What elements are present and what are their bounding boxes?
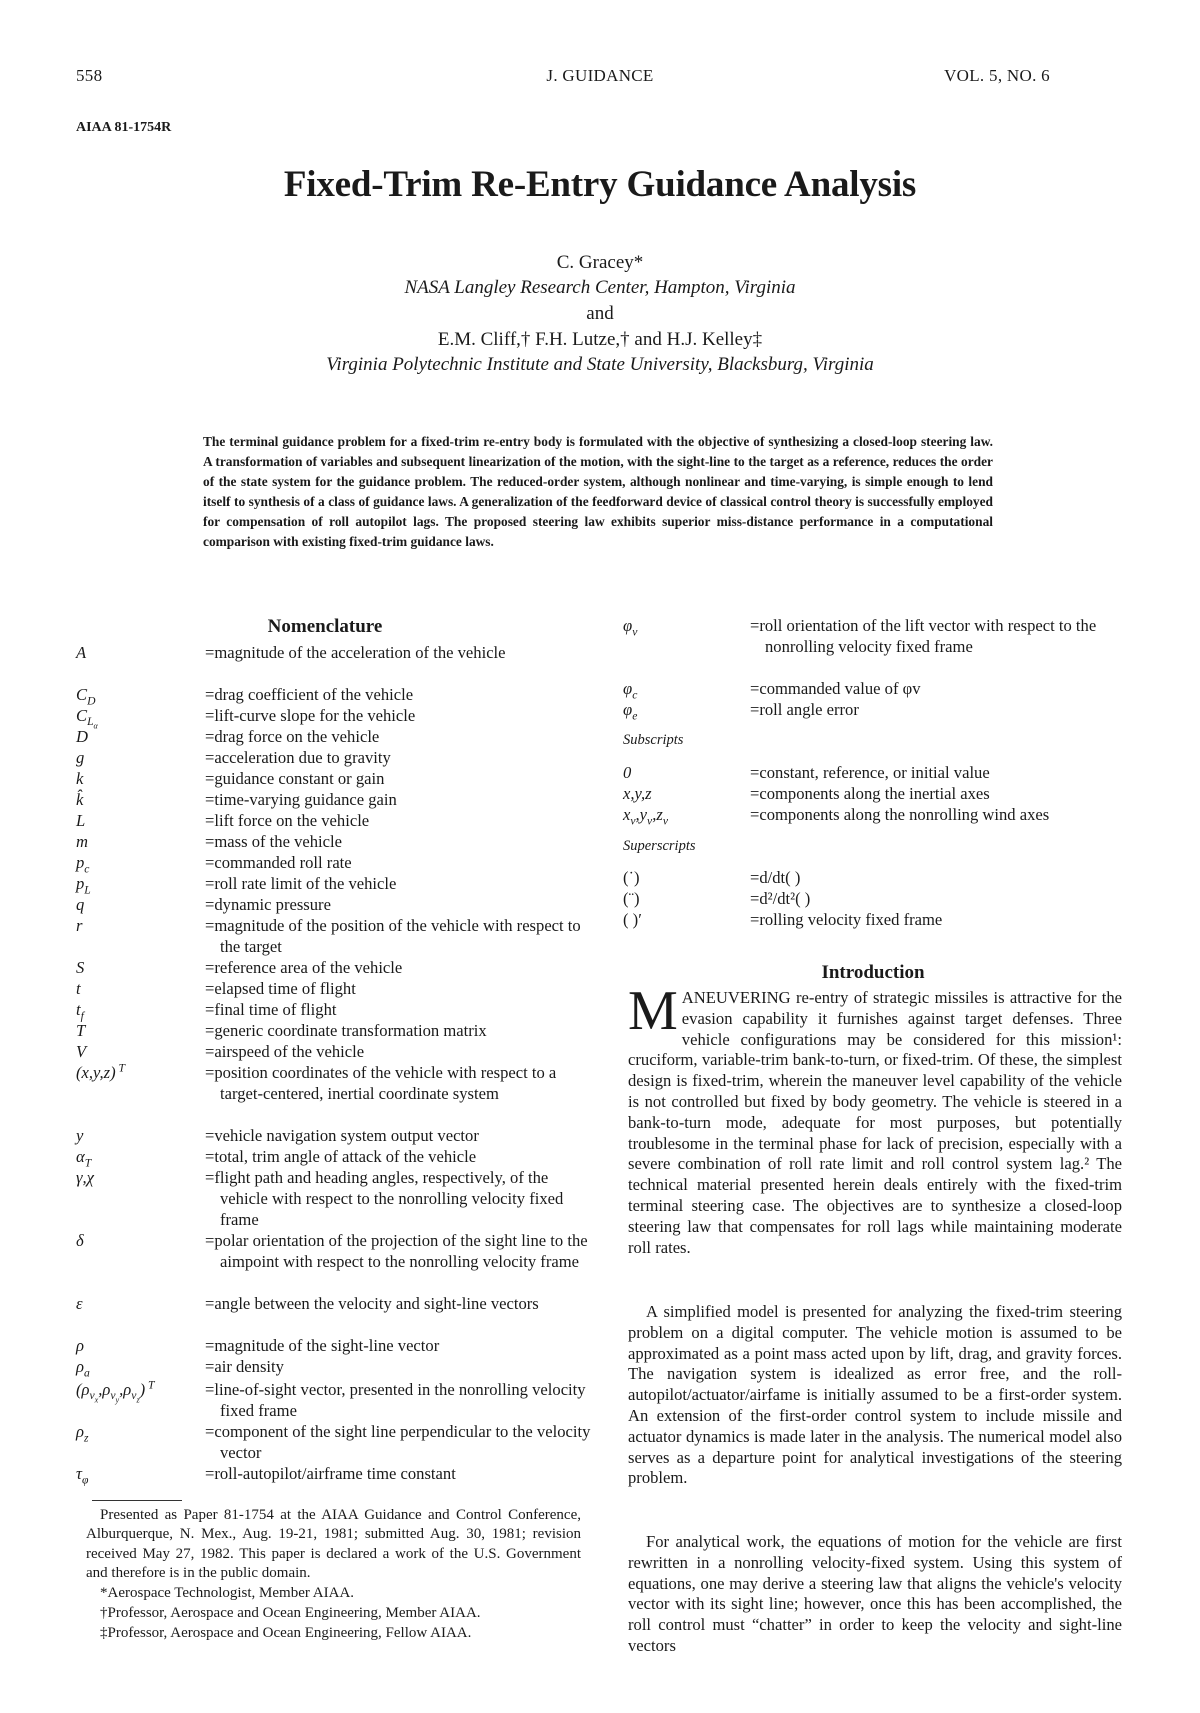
footnote-professor-member: †Professor, Aerospace and Ocean Engineering, Member AIAA. (100, 1605, 481, 1621)
symbol: (¨) (623, 889, 640, 908)
definition: =mass of the vehicle (205, 832, 342, 851)
intro-paragraph-1-text: ANEUVERING re-entry of strategic missiles is attractive for the evasion capability it furnishes against target defenses. Three vehicle configurations may be considered for this mission¹: cruciform, variable-trim bank-to-turn, or fixed-trim. Of these, the simplest design is fixed-trim, wherein the maneuver level capability of the vehicle is not controlled but fixed by body geometry. The vehicle is steered in a bank-to-turn mode, adequate for most purposes, but potentially troublesome in the terminal phase for lack of precision, especially with a severe combination of roll rate limit and roll control system lag.² The technical material presented herein deals entirely with the fixed-trim terminal steering case. The objectives are to synthesize a closed-loop steering law that compensates for roll lags while maintaining moderate roll rates. (628, 988, 1122, 1257)
definition: =angle between the velocity and sight-line vectors (205, 1294, 539, 1313)
symbol: ρ (76, 1336, 84, 1355)
definition: =constant, reference, or initial value (750, 763, 990, 782)
footnote-professor-fellow: ‡Professor, Aerospace and Ocean Engineering, Fellow AIAA. (100, 1625, 472, 1641)
footnote-aerospace-technologist: *Aerospace Technologist, Member AIAA. (100, 1585, 355, 1601)
symbol-rho-z: $\rho_z$ (76, 1422, 89, 1445)
definition: =rolling velocity fixed frame (750, 910, 943, 929)
introduction-heading: Introduction (821, 962, 925, 983)
definition: =line-of-sight vector, presented in the nonrolling velocity fixed frame (205, 1380, 586, 1420)
definition: =commanded value of φv (750, 679, 921, 698)
definition: =component of the sight line perpendicular to the velocity vector (205, 1422, 591, 1462)
definition: =elapsed time of flight (205, 979, 356, 998)
symbol: γ,χ (76, 1168, 94, 1187)
definition: =air density (205, 1357, 284, 1376)
definition: =components along the nonrolling wind axes (750, 805, 1050, 824)
symbol: ( )′ (623, 910, 642, 929)
symbol: S (76, 958, 85, 977)
definition: =flight path and heading angles, respectively, of the vehicle with respect to the nonrolling velocity fixed frame (205, 1168, 564, 1229)
definition: =lift force on the vehicle (205, 811, 370, 830)
definition: =commanded roll rate (205, 853, 352, 872)
definition: =magnitude of the acceleration of the vehicle (205, 643, 506, 662)
journal-name: J. GUIDANCE (546, 66, 654, 85)
symbol-a: A (76, 643, 87, 662)
footnote-presented: Presented as Paper 81-1754 at the AIAA Guidance and Control Conference, Alburquerque, N. Mex., Aug. 19-21, 1981; submitted Aug. 30, 1981; revision received May 27, 1982. This paper is declared a work of the U.S. Government and therefore is in the public domain. (86, 1507, 581, 1582)
definition: =generic coordinate transformation matrix (205, 1021, 487, 1040)
definition: =guidance constant or gain (205, 769, 385, 788)
definition: =dynamic pressure (205, 895, 331, 914)
definition: =magnitude of the sight-line vector (205, 1336, 440, 1355)
definition: =final time of flight (205, 1000, 337, 1019)
symbol-phi-v: $\varphi_v$ (623, 616, 638, 639)
drop-cap: M (628, 980, 678, 1042)
symbol-k-hat: k̂ (76, 790, 84, 809)
definition: =reference area of the vehicle (205, 958, 403, 977)
symbol: L (76, 811, 86, 830)
symbol: r (76, 916, 83, 935)
volume-info: VOL. 5, NO. 6 (944, 66, 1050, 85)
footnote-rule (92, 1500, 182, 1501)
definition: =roll-autopilot/airframe time constant (205, 1464, 456, 1483)
definition: =roll angle error (750, 700, 859, 719)
symbol: δ (76, 1231, 84, 1250)
definition: =acceleration due to gravity (205, 748, 391, 767)
symbol-rho-a: $\rho_a$ (76, 1357, 90, 1380)
paper-title: Fixed-Trim Re-Entry Guidance Analysis (283, 164, 917, 205)
definition: =time-varying guidance gain (205, 790, 397, 809)
symbol: 0 (623, 763, 632, 782)
definition: =airspeed of the vehicle (205, 1042, 365, 1061)
definition: =roll orientation of the lift vector with respect to the nonrolling velocity fixed frame (750, 616, 1097, 656)
intro-paragraph-2: A simplified model is presented for analyzing the fixed-trim steering problem on a digital computer. The vehicle motion is assumed to be approximated as a point mass acted upon by lift, drag, and gravity forces. The navigation system is idealized as error free, and the roll-autopilot/actuator/airfame is initially assumed to be a first-order system. An extension of the first-order control system to include missile and actuator dynamics is made later in the analysis. The numerical model also serves as a departure point for analytical investigations of the steering problem. (628, 1302, 1122, 1488)
symbol: (˙) (623, 868, 640, 887)
symbol: x,y,z (623, 784, 652, 803)
symbol-wind-axes: $x_v,y_v,z_v$ (623, 805, 668, 828)
definition: =total, trim angle of attack of the vehicle (205, 1147, 477, 1166)
intro-paragraph-1 (628, 980, 1122, 1258)
symbol-alpha-t: $\alpha_T$ (76, 1147, 92, 1170)
author-and: and (586, 303, 614, 324)
subscripts-heading: Subscripts (623, 732, 684, 748)
definition: =polar orientation of the projection of the sight line to the aimpoint with respect to the nonrolling velocity frame (205, 1231, 588, 1271)
affiliation-nasa: NASA Langley Research Center, Hampton, Virginia (404, 277, 796, 298)
symbol-tf: $t_f$ (76, 1000, 84, 1023)
affiliation-vpi: Virginia Polytechnic Institute and State University, Blacksburg, Virginia (326, 354, 874, 375)
symbol: g (76, 748, 85, 767)
definition: =drag force on the vehicle (205, 727, 380, 746)
definition: =vehicle navigation system output vector (205, 1126, 479, 1145)
intro-paragraph-3: For analytical work, the equations of motion for the vehicle are first rewritten in a nonrolling velocity-fixed system. Using this system of equations, one may derive a steering law that aligns the vehicle's velocity vector with its sight line; however, once this has been accomplished, the roll control must “chatter” in order to keep the velocity and sight-line vectors (628, 1532, 1122, 1655)
symbol: k (76, 769, 84, 788)
abstract: The terminal guidance problem for a fixed-trim re-entry body is formulated with the objective of synthesizing a closed-loop steering law. A transformation of variables and subsequent linearization of the motion, with the sight-line to the target as a reference, reduces the order of the state system for the guidance problem. The reduced-order system, although nonlinear and time-varying, is simple enough to lend itself to synthesis of a class of guidance laws. A generalization of the feedforward device of classical control theory is successfully employed for compensation of roll autopilot lags. The proposed steering law exhibits superior miss-distance performance in a computational comparison with existing fixed-trim guidance laws. (203, 434, 993, 549)
symbol: D (76, 727, 88, 746)
paper-id: AIAA 81-1754R (76, 120, 172, 135)
definition: =position coordinates of the vehicle with respect to a target-centered, inertial coordinate system (205, 1063, 557, 1103)
symbol-tau-phi: $\tau_\varphi$ (76, 1464, 89, 1487)
symbol: q (76, 895, 85, 914)
definition: =d²/dt²( ) (750, 889, 811, 908)
symbol-rho-vector: $(\rho_{v_x},\rho_{v_y},\rho_{v_z})$ $^T$ (76, 1378, 155, 1405)
symbol-phi-c: $\varphi_c$ (623, 679, 638, 702)
symbol: ε (76, 1294, 83, 1313)
definition: =roll rate limit of the vehicle (205, 874, 397, 893)
symbol: T (76, 1021, 86, 1040)
symbol-phi-e: $\varphi_e$ (623, 700, 638, 723)
page-number: 558 (76, 66, 103, 85)
definition: =lift-curve slope for the vehicle (205, 706, 416, 725)
author-gracey: C. Gracey* (556, 252, 644, 273)
definition: =drag coefficient of the vehicle (205, 685, 414, 704)
definition: =magnitude of the position of the vehicle with respect to the target (205, 916, 581, 956)
symbol-pl: $p_L$ (76, 874, 91, 897)
nomenclature-heading: Nomenclature (267, 616, 383, 637)
symbol: V (76, 1042, 87, 1061)
symbol: t (76, 979, 81, 998)
symbol: y (76, 1126, 84, 1145)
definition: =components along the inertial axes (750, 784, 990, 803)
symbol: m (76, 832, 88, 851)
symbol-cd: $C_D$ (76, 685, 96, 708)
symbol-pc: $p_c$ (76, 853, 90, 876)
symbol-cla: $C_{L_\alpha}$ (76, 706, 98, 731)
definition: =d/dt( ) (750, 868, 801, 887)
superscripts-heading: Superscripts (623, 838, 696, 854)
authors-vpi: E.M. Cliff,† F.H. Lutze,† and H.J. Kelley‡ (437, 329, 763, 350)
symbol-xyz-t: (x,y,z) $^T$ (76, 1061, 125, 1082)
